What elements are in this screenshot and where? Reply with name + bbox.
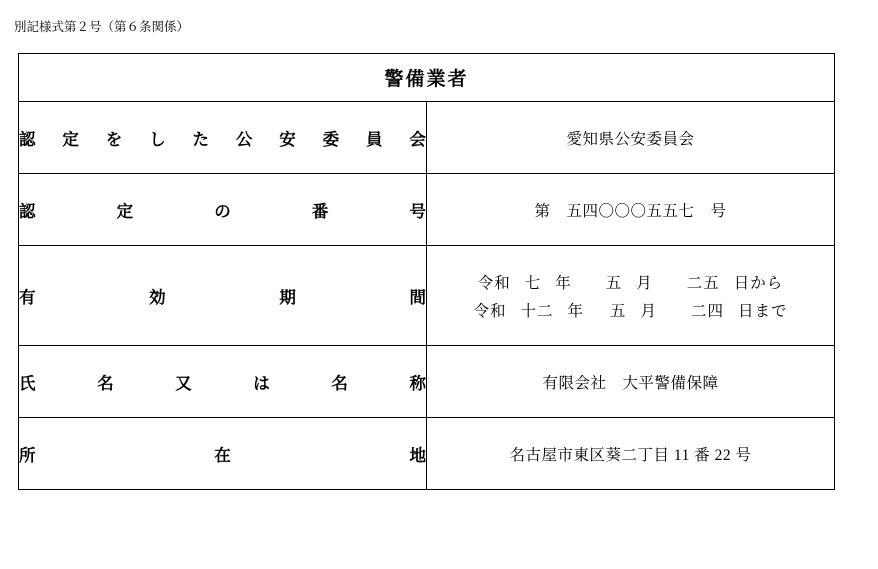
label-char: は <box>253 373 270 393</box>
label-char: し <box>149 129 166 149</box>
month-unit: 月 <box>640 302 658 320</box>
row-label-authorization-number <box>19 174 427 246</box>
day-unit: 日から <box>733 274 784 292</box>
label-char-group <box>19 370 426 394</box>
table-title: 警備業者 <box>19 54 835 102</box>
year-unit: 年 <box>555 274 572 292</box>
label-char: 委 <box>322 129 340 149</box>
year-value: 十二 <box>520 302 554 320</box>
row-value-authorization-number: 第 五四〇〇〇五五七 号 <box>427 174 835 246</box>
label-char: 氏 <box>19 373 36 393</box>
label-char: を <box>105 129 123 149</box>
label-char: 定 <box>116 201 134 221</box>
label-char: 認 <box>19 201 36 221</box>
label-char-group <box>19 442 426 466</box>
label-char: 称 <box>409 373 426 393</box>
label-char: 在 <box>214 445 231 465</box>
label-char: 期 <box>279 287 296 307</box>
day-value: 二五 <box>686 274 720 292</box>
row-label-address <box>19 418 427 490</box>
label-char: 又 <box>175 373 192 393</box>
table-row <box>19 346 835 418</box>
year-unit: 年 <box>567 302 584 320</box>
row-label-company-name <box>19 346 427 418</box>
month-value: 五 <box>605 274 623 292</box>
label-char: 員 <box>366 129 383 149</box>
label-char: 地 <box>409 445 426 465</box>
label-char: 公 <box>235 129 253 149</box>
table-row <box>19 246 835 346</box>
table-title-row <box>19 54 835 102</box>
table-row <box>19 174 835 246</box>
validity-period-lines <box>427 271 834 321</box>
label-char: 有 <box>19 287 36 307</box>
label-char: 会 <box>409 129 426 149</box>
label-char-group <box>19 126 426 150</box>
row-label-validity-period <box>19 246 427 346</box>
label-char: た <box>192 129 209 149</box>
label-char: 番 <box>311 201 329 221</box>
validity-start-date <box>478 271 784 293</box>
day-unit: 日まで <box>738 302 788 320</box>
label-char: 効 <box>149 287 166 307</box>
validity-end-date <box>473 299 787 321</box>
year-value: 七 <box>524 274 542 292</box>
label-char: の <box>214 201 231 221</box>
label-char: 名 <box>97 373 114 393</box>
table-row <box>19 418 835 490</box>
label-char-group <box>19 284 426 308</box>
month-unit: 月 <box>636 274 653 292</box>
label-char: 号 <box>409 201 426 221</box>
row-value-company-name: 有限会社 大平警備保障 <box>427 346 835 418</box>
form-reference-note: 別記様式第２号（第６条関係） <box>14 20 190 34</box>
month-value: 五 <box>609 302 627 320</box>
table-row <box>19 102 835 174</box>
security-company-certificate-table <box>18 53 835 490</box>
label-char: 認 <box>19 129 36 149</box>
label-char: 安 <box>279 129 296 149</box>
era-label: 令和 <box>477 274 511 292</box>
row-label-authorizing-commission <box>19 102 427 174</box>
label-char: 定 <box>62 129 79 149</box>
label-char: 所 <box>19 445 36 465</box>
label-char-group <box>19 198 426 222</box>
label-char: 間 <box>409 287 426 307</box>
row-value-authorizing-commission: 愛知県公安委員会 <box>427 102 835 174</box>
row-value-address: 名古屋市東区葵二丁目 11 番 22 号 <box>427 418 835 490</box>
day-value: 二四 <box>691 302 725 320</box>
row-value-validity-period <box>427 246 835 346</box>
label-char: 名 <box>331 373 348 393</box>
era-label: 令和 <box>473 302 507 320</box>
